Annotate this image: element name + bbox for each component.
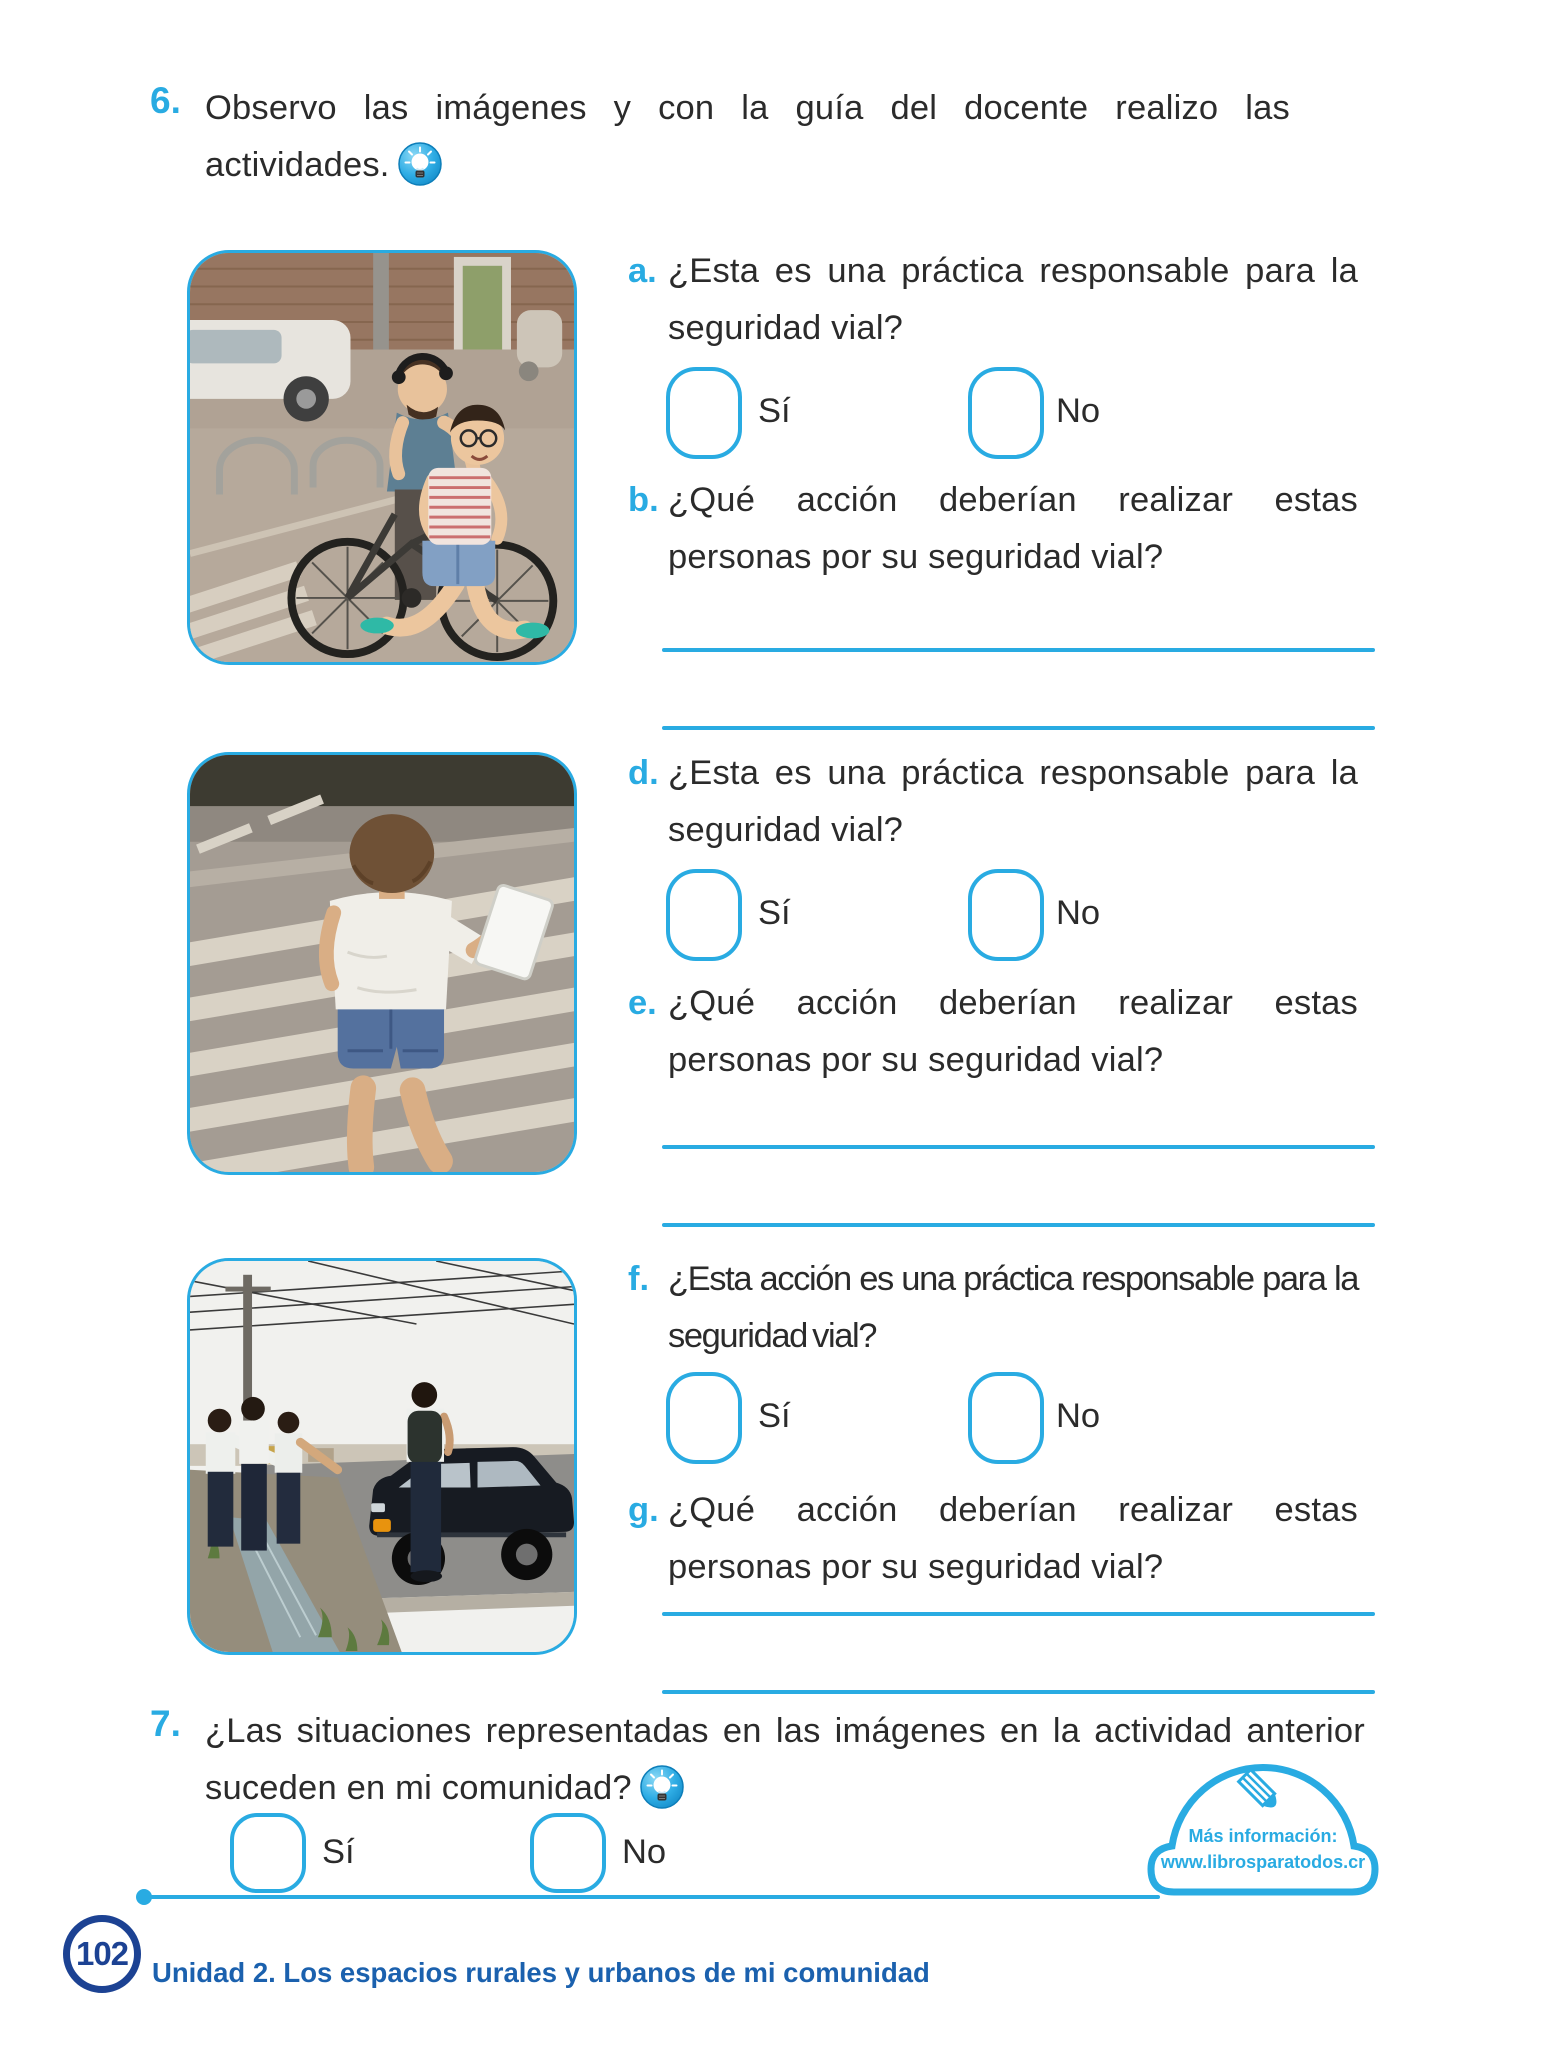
page-number: 102	[75, 1935, 129, 1972]
question-g-answer-line-2[interactable]	[662, 1690, 1375, 1694]
question-f-text: ¿Esta acción es una práctica responsable para la seguridad vial?	[668, 1260, 1358, 1355]
footer-line	[144, 1895, 1160, 1899]
question-e-answer-line-2[interactable]	[662, 1223, 1375, 1227]
item-6-number: 6.	[150, 80, 181, 121]
question-f-no-label: No	[1056, 1397, 1101, 1435]
photo-teens-riding-bicycle	[187, 250, 577, 665]
question-f-letter: f.	[628, 1260, 650, 1298]
question-7-yes-label: Sí	[322, 1833, 355, 1871]
question-7-no-checkbox[interactable]	[530, 1813, 606, 1893]
question-d-text: ¿Esta es una práctica responsable para la seguridad vial?	[668, 754, 1358, 849]
more-info-badge	[1146, 1750, 1380, 1900]
question-e-letter: e.	[628, 984, 657, 1022]
question-g-letter: g.	[628, 1491, 659, 1529]
unit-title: Unidad 2. Los espacios rurales y urbanos de mi comunidad	[152, 1957, 930, 1988]
question-g-text: ¿Qué acción deberían realizar estas personas por su seguridad vial?	[668, 1491, 1358, 1586]
lightbulb-icon	[640, 1765, 684, 1809]
question-a-yes-label: Sí	[758, 392, 791, 430]
question-a-letter: a.	[628, 252, 657, 290]
more-info-url: www.librosparatodos.cr	[1160, 1852, 1366, 1872]
question-a-yes-checkbox[interactable]	[666, 367, 742, 459]
item-6-text	[205, 80, 1290, 194]
question-b-letter: b.	[628, 481, 659, 519]
question-e-text: ¿Qué acción deberían realizar estas personas por su seguridad vial?	[668, 984, 1358, 1079]
question-a-no-checkbox[interactable]	[968, 367, 1044, 459]
lightbulb-icon	[398, 142, 442, 186]
photo-students-at-road-edge	[187, 1258, 577, 1655]
question-f-yes-label: Sí	[758, 1397, 791, 1435]
question-d-yes-label: Sí	[758, 894, 791, 932]
question-b-answer-line-2[interactable]	[662, 726, 1375, 730]
item-7-text-content: ¿Las situaciones representadas en las imágenes en la actividad anterior suceden en mi comunidad?	[205, 1712, 1365, 1807]
question-d-letter: d.	[628, 754, 659, 792]
question-b-text: ¿Qué acción deberían realizar estas personas por su seguridad vial?	[668, 481, 1358, 576]
more-info-label: Más información:	[1188, 1826, 1338, 1846]
question-a-no-label: No	[1056, 392, 1101, 430]
question-f-yes-checkbox[interactable]	[666, 1372, 742, 1464]
question-d-yes-checkbox[interactable]	[666, 869, 742, 961]
question-d-no-checkbox[interactable]	[968, 869, 1044, 961]
question-a-text: ¿Esta es una práctica responsable para la seguridad vial?	[668, 252, 1358, 347]
question-d-no-label: No	[1056, 894, 1101, 932]
question-g-answer-line-1[interactable]	[662, 1612, 1375, 1616]
item-7-number: 7.	[150, 1703, 181, 1744]
question-b-answer-line-1[interactable]	[662, 648, 1375, 652]
question-e-answer-line-1[interactable]	[662, 1145, 1375, 1149]
item-6-text-content: Observo las imágenes y con la guía del docente realizo las actividades.	[205, 89, 1290, 184]
question-7-no-label: No	[622, 1833, 667, 1871]
question-f-no-checkbox[interactable]	[968, 1372, 1044, 1464]
page-number-badge	[63, 1915, 141, 1993]
photo-child-crossing-with-tablet	[187, 752, 577, 1175]
question-7-yes-checkbox[interactable]	[230, 1813, 306, 1893]
